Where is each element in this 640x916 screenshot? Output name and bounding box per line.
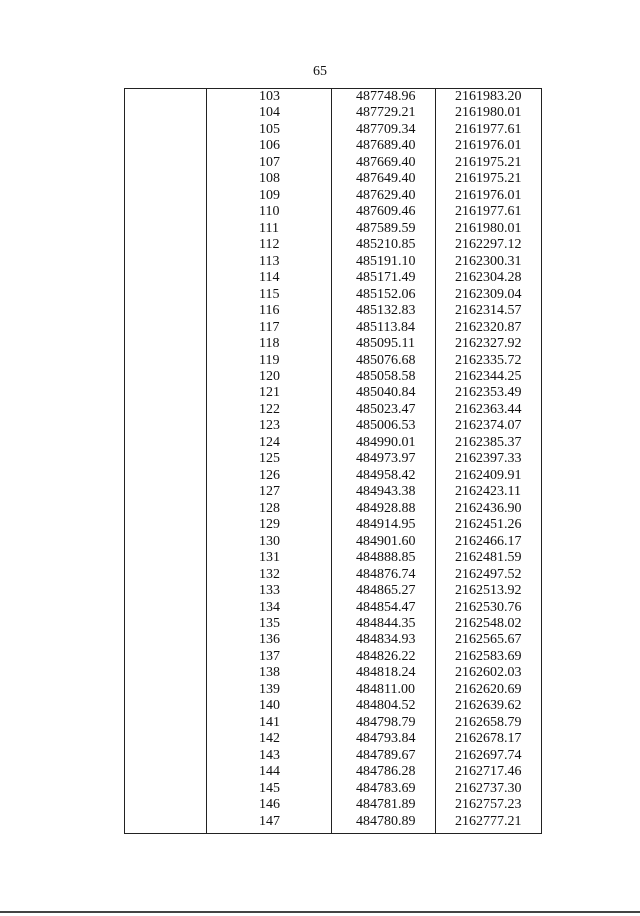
table-row xyxy=(125,567,541,583)
x-coordinate-cell: 484854.47 xyxy=(356,599,416,615)
y-coordinate-cell: 2161983.20 xyxy=(455,89,522,104)
point-id-cell: 137 xyxy=(259,648,280,664)
x-coordinate-cell: 487649.40 xyxy=(356,171,416,187)
point-id-cell: 105 xyxy=(259,121,280,137)
table-row xyxy=(125,649,541,665)
x-coordinate-cell: 484786.28 xyxy=(356,764,416,780)
table-row xyxy=(125,797,541,813)
x-coordinate-cell: 485095.11 xyxy=(356,336,415,352)
point-id-cell: 116 xyxy=(259,303,280,319)
table-row xyxy=(125,632,541,648)
table-row xyxy=(125,221,541,237)
table-row xyxy=(125,748,541,764)
y-coordinate-cell: 2162309.04 xyxy=(455,286,522,302)
y-coordinate-cell: 2162583.69 xyxy=(455,648,522,664)
y-coordinate-cell: 2162436.90 xyxy=(455,500,522,516)
x-coordinate-cell: 487629.40 xyxy=(356,187,416,203)
y-coordinate-cell: 2162320.87 xyxy=(455,319,522,335)
x-coordinate-cell: 487689.40 xyxy=(356,138,416,154)
point-id-cell: 132 xyxy=(259,566,280,582)
point-id-cell: 144 xyxy=(259,764,280,780)
point-id-cell: 141 xyxy=(259,714,280,730)
x-coordinate-cell: 485076.68 xyxy=(356,352,416,368)
point-id-cell: 121 xyxy=(259,385,280,401)
point-id-cell: 136 xyxy=(259,632,280,648)
table-row xyxy=(125,188,541,204)
point-id-cell: 126 xyxy=(259,467,280,483)
y-coordinate-cell: 2162565.67 xyxy=(455,632,522,648)
x-coordinate-cell: 485210.85 xyxy=(356,237,416,253)
y-coordinate-cell: 2162639.62 xyxy=(455,698,522,714)
point-id-cell: 120 xyxy=(259,368,280,384)
table-row xyxy=(125,138,541,154)
x-coordinate-cell: 487729.21 xyxy=(356,105,416,121)
table-row xyxy=(125,287,541,303)
y-coordinate-cell: 2162314.57 xyxy=(455,303,522,319)
point-id-cell: 104 xyxy=(259,105,280,121)
y-coordinate-cell: 2162757.23 xyxy=(455,797,522,813)
y-coordinate-cell: 2162385.37 xyxy=(455,434,522,450)
x-coordinate-cell: 484928.88 xyxy=(356,500,416,516)
y-coordinate-cell: 2162481.59 xyxy=(455,550,522,566)
table-row xyxy=(125,484,541,500)
y-coordinate-cell: 2162423.11 xyxy=(455,484,521,500)
y-coordinate-cell: 2162717.46 xyxy=(455,764,522,780)
x-coordinate-cell: 484844.35 xyxy=(356,616,416,631)
point-id-cell: 123 xyxy=(259,418,280,434)
point-id-cell: 117 xyxy=(259,319,280,335)
y-coordinate-cell: 2162353.49 xyxy=(455,385,522,401)
x-coordinate-cell: 485058.58 xyxy=(356,368,416,384)
y-coordinate-cell: 2162777.21 xyxy=(455,813,522,829)
table-row xyxy=(125,600,541,616)
table-row xyxy=(125,435,541,451)
point-id-cell: 138 xyxy=(259,665,280,681)
x-coordinate-cell: 484783.69 xyxy=(356,780,416,796)
point-id-cell: 133 xyxy=(259,583,280,599)
y-coordinate-cell: 2161975.21 xyxy=(455,154,522,170)
point-id-cell: 142 xyxy=(259,731,280,747)
table-row xyxy=(125,122,541,138)
point-id-cell: 103 xyxy=(259,89,280,104)
x-coordinate-cell: 484990.01 xyxy=(356,434,416,450)
point-id-cell: 113 xyxy=(259,253,280,269)
table-row xyxy=(125,501,541,517)
point-id-cell: 108 xyxy=(259,171,280,187)
y-coordinate-cell: 2161977.61 xyxy=(455,204,522,220)
y-coordinate-cell: 2162530.76 xyxy=(455,599,522,615)
table-row xyxy=(125,270,541,286)
point-id-cell: 109 xyxy=(259,187,280,203)
x-coordinate-cell: 484973.97 xyxy=(356,451,416,467)
table-row xyxy=(125,105,541,121)
y-coordinate-cell: 2161976.01 xyxy=(455,187,522,203)
point-id-cell: 110 xyxy=(259,204,280,220)
x-coordinate-cell: 484914.95 xyxy=(356,517,416,533)
x-coordinate-cell: 485006.53 xyxy=(356,418,416,434)
table-row xyxy=(125,616,541,632)
x-coordinate-cell: 485023.47 xyxy=(356,401,416,417)
point-id-cell: 107 xyxy=(259,154,280,170)
table-row xyxy=(125,698,541,714)
x-coordinate-cell: 484804.52 xyxy=(356,698,416,714)
y-coordinate-cell: 2162363.44 xyxy=(455,401,522,417)
table-row xyxy=(125,204,541,220)
x-coordinate-cell: 484865.27 xyxy=(356,583,416,599)
point-id-cell: 114 xyxy=(259,270,280,286)
point-id-cell: 134 xyxy=(259,599,280,615)
point-id-cell: 119 xyxy=(259,352,280,368)
x-coordinate-cell: 484826.22 xyxy=(356,648,416,664)
y-coordinate-cell: 2162548.02 xyxy=(455,616,522,631)
y-coordinate-cell: 2162697.74 xyxy=(455,747,522,763)
y-coordinate-cell: 2162344.25 xyxy=(455,368,522,384)
x-coordinate-cell: 484943.38 xyxy=(356,484,416,500)
table-row xyxy=(125,764,541,780)
y-coordinate-cell: 2162497.52 xyxy=(455,566,522,582)
table-row xyxy=(125,534,541,550)
table-row xyxy=(125,353,541,369)
table-row xyxy=(125,682,541,698)
y-coordinate-cell: 2162658.79 xyxy=(455,714,522,730)
x-coordinate-cell: 484834.93 xyxy=(356,632,416,648)
table-row xyxy=(125,418,541,434)
x-coordinate-cell: 485132.83 xyxy=(356,303,416,319)
point-id-cell: 140 xyxy=(259,698,280,714)
x-coordinate-cell: 484793.84 xyxy=(356,731,416,747)
table-row xyxy=(125,731,541,747)
x-coordinate-cell: 484876.74 xyxy=(356,566,416,582)
x-coordinate-cell: 487709.34 xyxy=(356,121,416,137)
point-id-cell: 135 xyxy=(259,616,280,631)
x-coordinate-cell: 487669.40 xyxy=(356,154,416,170)
table-row xyxy=(125,254,541,270)
x-coordinate-cell: 484958.42 xyxy=(356,467,416,483)
table-row xyxy=(125,237,541,253)
y-coordinate-cell: 2162300.31 xyxy=(455,253,522,269)
point-id-cell: 127 xyxy=(259,484,280,500)
y-coordinate-cell: 2162451.26 xyxy=(455,517,522,533)
y-coordinate-cell: 2162678.17 xyxy=(455,731,522,747)
point-id-cell: 145 xyxy=(259,780,280,796)
point-id-cell: 139 xyxy=(259,681,280,697)
point-id-cell: 112 xyxy=(259,237,280,253)
point-id-cell: 131 xyxy=(259,550,280,566)
x-coordinate-cell: 484888.85 xyxy=(356,550,416,566)
x-coordinate-cell: 485040.84 xyxy=(356,385,416,401)
table-row xyxy=(125,665,541,681)
table-row xyxy=(125,171,541,187)
table-row xyxy=(125,583,541,599)
x-coordinate-cell: 487589.59 xyxy=(356,220,416,236)
table-row xyxy=(125,550,541,566)
y-coordinate-cell: 2162374.07 xyxy=(455,418,522,434)
y-coordinate-cell: 2162327.92 xyxy=(455,336,522,352)
x-coordinate-cell: 485152.06 xyxy=(356,286,416,302)
x-coordinate-cell: 485191.10 xyxy=(356,253,416,269)
y-coordinate-cell: 2162602.03 xyxy=(455,665,522,681)
table-row xyxy=(125,468,541,484)
y-coordinate-cell: 2162335.72 xyxy=(455,352,522,368)
table-row xyxy=(125,89,541,105)
y-coordinate-cell: 2161980.01 xyxy=(455,105,522,121)
point-id-cell: 130 xyxy=(259,533,280,549)
page-number: 65 xyxy=(313,64,327,79)
x-coordinate-cell: 484781.89 xyxy=(356,797,416,813)
y-coordinate-cell: 2162397.33 xyxy=(455,451,522,467)
x-coordinate-cell: 485171.49 xyxy=(356,270,416,286)
table-row xyxy=(125,451,541,467)
point-id-cell: 125 xyxy=(259,451,280,467)
table-row xyxy=(125,155,541,171)
point-id-cell: 118 xyxy=(259,336,280,352)
table-row xyxy=(125,369,541,385)
point-id-cell: 115 xyxy=(259,286,280,302)
x-coordinate-cell: 487609.46 xyxy=(356,204,416,220)
table-row xyxy=(125,402,541,418)
coordinate-table xyxy=(124,88,542,834)
point-id-cell: 124 xyxy=(259,434,280,450)
point-id-cell: 147 xyxy=(259,813,280,829)
x-coordinate-cell: 485113.84 xyxy=(356,319,415,335)
point-id-cell: 111 xyxy=(259,220,279,236)
point-id-cell: 122 xyxy=(259,401,280,417)
table-row xyxy=(125,715,541,731)
x-coordinate-cell: 484901.60 xyxy=(356,533,416,549)
table-row xyxy=(125,814,541,830)
y-coordinate-cell: 2161975.21 xyxy=(455,171,522,187)
x-coordinate-cell: 484811.00 xyxy=(356,681,415,697)
table-row xyxy=(125,320,541,336)
y-coordinate-cell: 2162513.92 xyxy=(455,583,522,599)
point-id-cell: 128 xyxy=(259,500,280,516)
point-id-cell: 146 xyxy=(259,797,280,813)
table-row xyxy=(125,781,541,797)
y-coordinate-cell: 2162304.28 xyxy=(455,270,522,286)
x-coordinate-cell: 484798.79 xyxy=(356,714,416,730)
x-coordinate-cell: 484780.89 xyxy=(356,813,416,829)
y-coordinate-cell: 2162620.69 xyxy=(455,681,522,697)
x-coordinate-cell: 484818.24 xyxy=(356,665,416,681)
y-coordinate-cell: 2161977.61 xyxy=(455,121,522,137)
point-id-cell: 106 xyxy=(259,138,280,154)
y-coordinate-cell: 2161980.01 xyxy=(455,220,522,236)
y-coordinate-cell: 2162466.17 xyxy=(455,533,522,549)
y-coordinate-cell: 2162297.12 xyxy=(455,237,522,253)
x-coordinate-cell: 484789.67 xyxy=(356,747,416,763)
y-coordinate-cell: 2161976.01 xyxy=(455,138,522,154)
table-row xyxy=(125,385,541,401)
table-row xyxy=(125,517,541,533)
y-coordinate-cell: 2162409.91 xyxy=(455,467,522,483)
y-coordinate-cell: 2162737.30 xyxy=(455,780,522,796)
table-row xyxy=(125,303,541,319)
point-id-cell: 143 xyxy=(259,747,280,763)
table-row xyxy=(125,336,541,352)
x-coordinate-cell: 487748.96 xyxy=(356,89,416,104)
point-id-cell: 129 xyxy=(259,517,280,533)
page-bottom-rule xyxy=(0,911,640,913)
table-rows xyxy=(125,89,541,830)
